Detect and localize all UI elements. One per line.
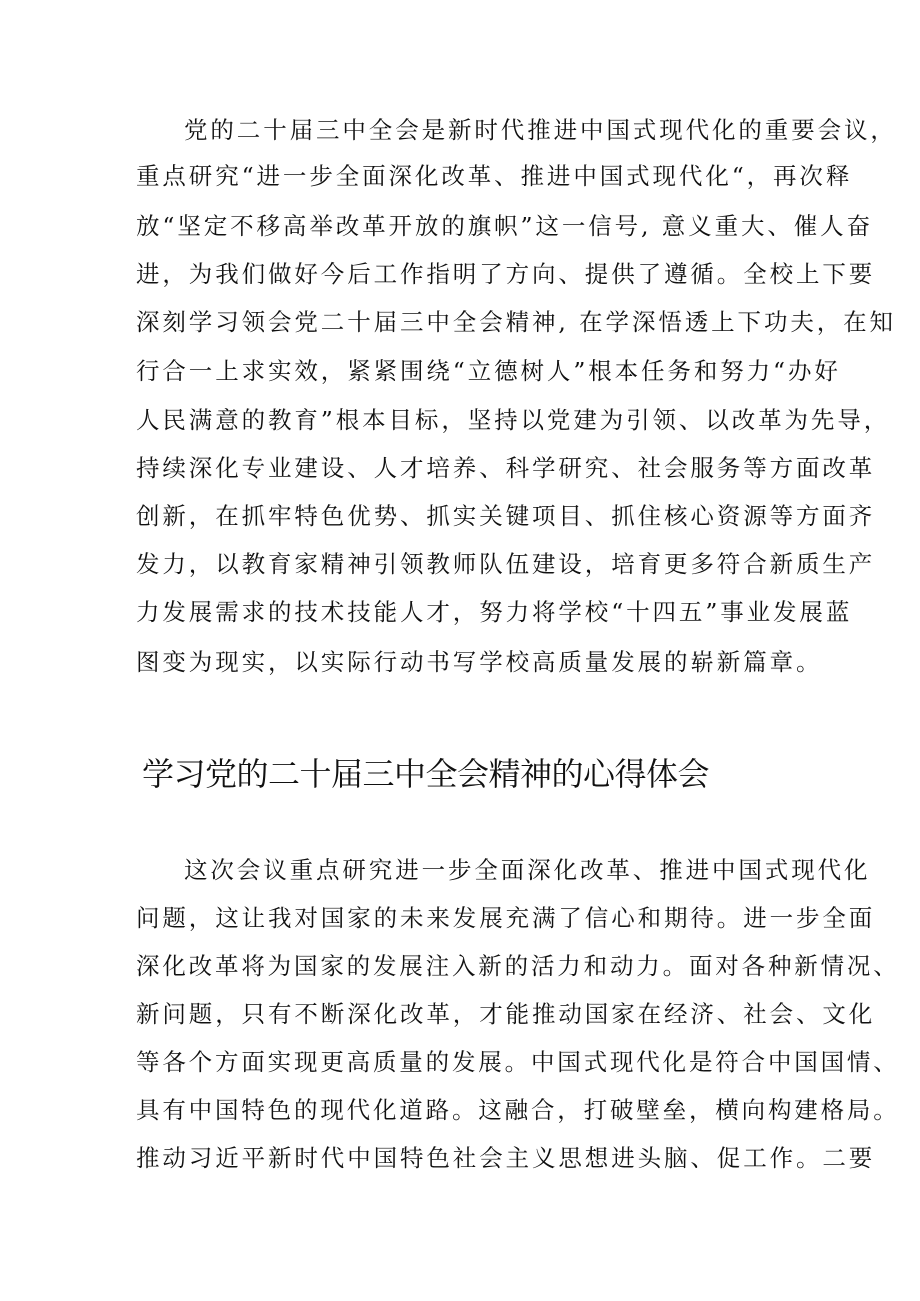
paragraph-line: 党的二十届三中全会是新时代推进中国式现代化的重要会议， [184,116,897,144]
paragraph-line: 推动习近平新时代中国特色社会主义思想进头脑、促工作。二要 [136,1144,876,1172]
paragraph-line: 行合一上求实效，紧紧围绕“立德树人”根本任务和努力“办好 [136,357,841,385]
paragraph-line: 人民满意的教育”根本目标，坚持以党建为引领、以改革为先导， [136,406,891,434]
paragraph-line: 创新，在抓牢特色优势、抓实关键项目、抓住核心资源等方面齐 [136,502,876,530]
paragraph-line: 这次会议重点研究进一步全面深化改革、推进中国式现代化 [184,856,871,884]
paragraph-line: 具有中国特色的现代化道路。这融合，打破壁垒，横向构建格局。 [136,1096,900,1124]
paragraph-line: 持续深化专业建设、人才培养、科学研究、社会服务等方面改革 [136,454,876,482]
paragraph-line: 问题，这让我对国家的未来发展充满了信心和期待。进一步全面 [136,904,876,932]
paragraph-line: 深化改革将为国家的发展注入新的活力和动力。面对各种新情况、 [136,952,900,980]
paragraph-line: 深刻学习领会党二十届三中全会精神, 在学深悟透上下功夫，在知 [136,308,896,336]
paragraph-line: 等各个方面实现更高质量的发展。中国式现代化是符合中国国情、 [136,1048,900,1076]
paragraph-line: 图变为现实，以实际行动书写学校高质量发展的崭新篇章。 [136,648,823,676]
section-heading: 学习党的二十届三中全会精神的心得体会 [142,755,710,793]
paragraph-line: 新问题，只有不断深化改革，才能推动国家在经济、社会、文化 [136,1000,876,1028]
paragraph-line: 重点研究“进一步全面深化改革、推进中国式现代化“，再次释 [136,162,853,190]
paragraph-line: 进，为我们做好今后工作指明了方向、提供了遵循。全校上下要 [136,260,876,288]
paragraph-line: 放“坚定不移高举改革开放的旗帜”这一信号, 意义重大、催人奋 [136,212,873,240]
paragraph-line: 力发展需求的技术技能人才，努力将学校“十四五”事业发展蓝 [136,598,853,626]
paragraph-line: 发力，以教育家精神引领教师队伍建设，培育更多符合新质生产 [136,550,876,578]
